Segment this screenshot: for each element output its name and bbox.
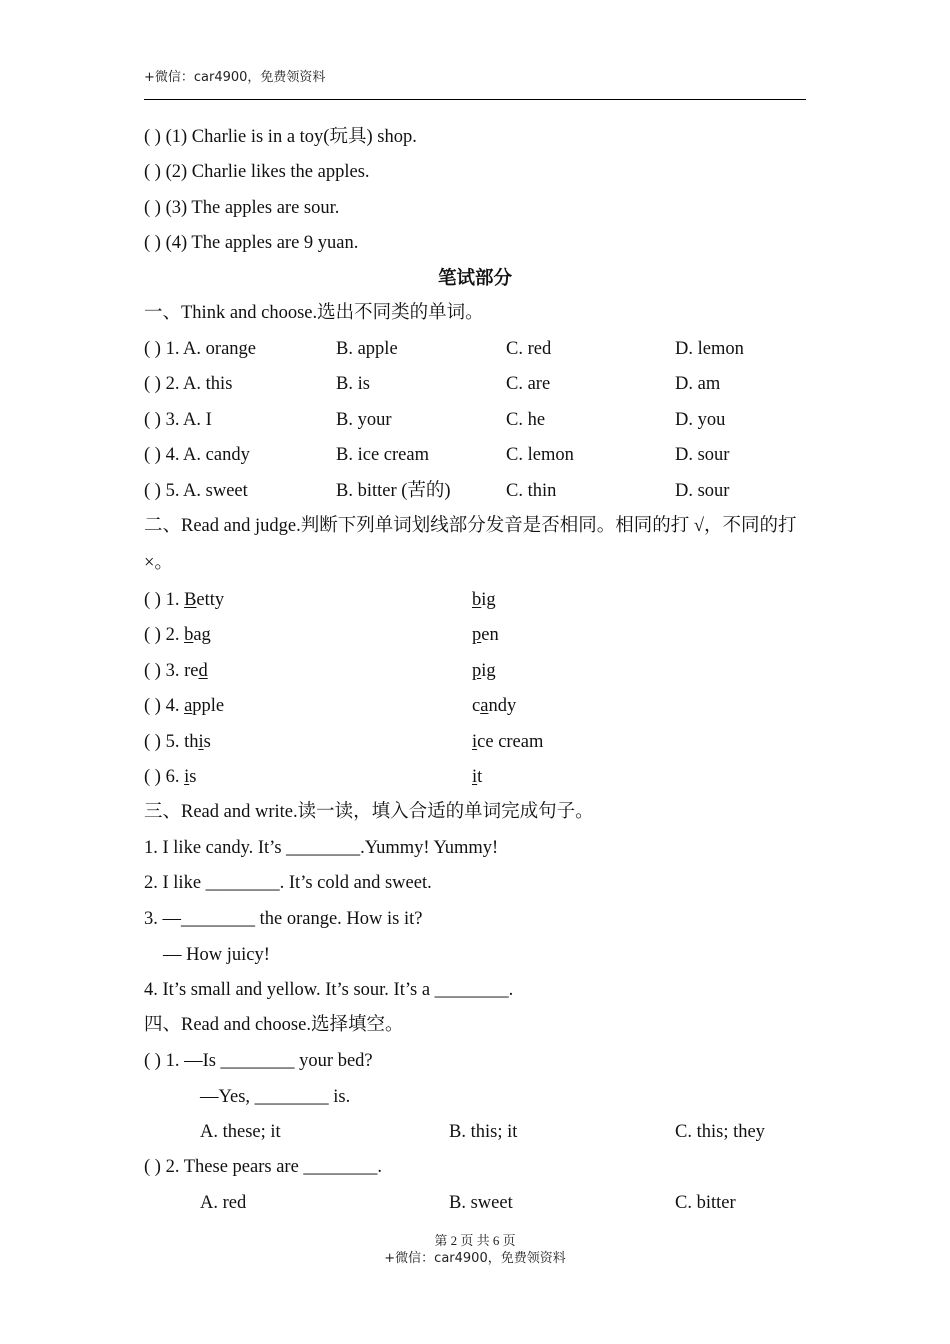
question-stem: —Yes, ________ is. <box>200 1087 351 1107</box>
option-a: A. these; it <box>200 1122 281 1142</box>
listening-item: ( ) (3) The apples are sour. <box>144 198 340 218</box>
option-d: D. sour <box>675 481 730 501</box>
header-divider <box>144 99 806 100</box>
item-number: ( ) 4. <box>144 696 185 716</box>
written-section-title: 笔试部分 <box>437 269 512 289</box>
option-d: D. am <box>675 374 721 394</box>
option-b: B. apple <box>336 339 398 359</box>
option-d: D. sour <box>675 445 730 465</box>
underlined-letters: b <box>472 590 482 610</box>
listening-item: ( ) (4) The apples are 9 yuan. <box>144 233 359 253</box>
listening-item: ( ) (2) Charlie likes the apples. <box>144 162 370 182</box>
option-c: C. are <box>506 374 551 394</box>
option-b: B. this; it <box>449 1122 518 1142</box>
word-part: c <box>472 696 481 716</box>
word-part: re <box>184 661 199 681</box>
sec3-line: 4. It’s small and yellow. It’s sour. It’s a ________. <box>144 980 514 1000</box>
item-number: ( ) 5. <box>144 732 185 752</box>
option-c: C. thin <box>506 481 557 501</box>
word-part: ce cream <box>477 732 544 752</box>
option-a: ( ) 4. A. candy <box>144 445 250 465</box>
question-stem: ( ) 2. These pears are ________. <box>144 1157 383 1177</box>
word-part: etty <box>196 590 225 610</box>
item-number: ( ) 3. <box>144 661 185 681</box>
page-number: 第 2 页 共 6 页 <box>434 1233 516 1248</box>
word-part: ndy <box>488 696 517 716</box>
sec3-line: 2. I like ________. It’s cold and sweet. <box>144 873 432 893</box>
section4-title: 四、Read and choose.选择填空。 <box>144 1015 404 1035</box>
underlined-letters: B <box>184 590 197 610</box>
option-c: C. this; they <box>675 1122 765 1142</box>
question-stem: ( ) 1. —Is ________ your bed? <box>144 1051 373 1071</box>
word-part: s <box>203 732 211 752</box>
section2-title-cont: ×。 <box>144 553 173 573</box>
word-part: th <box>184 732 199 752</box>
item-number: ( ) 6. <box>144 767 185 787</box>
word-part: en <box>481 625 499 645</box>
sec3-line: 1. I like candy. It’s ________.Yummy! Yummy! <box>144 838 499 858</box>
underlined-letters: p <box>472 661 482 681</box>
underlined-letters: i <box>184 767 190 787</box>
footer-watermark: +微信：car4900，免费领资料 <box>384 1251 566 1266</box>
word-part: pple <box>192 696 225 716</box>
option-a: ( ) 1. A. orange <box>144 339 256 359</box>
item-number: ( ) 2. <box>144 625 185 645</box>
underlined-letters: i <box>472 767 478 787</box>
header-watermark: +微信：car4900，免费领资料 <box>144 70 326 85</box>
sec3-line: 3. —________ the orange. How is it? <box>144 909 423 929</box>
option-d: D. you <box>675 410 726 430</box>
underlined-letters: b <box>184 625 194 645</box>
section1-title: 一、Think and choose.选出不同类的单词。 <box>144 303 484 323</box>
underlined-letters: a <box>480 696 489 716</box>
listening-item: ( ) (1) Charlie is in a toy(玩具) shop. <box>144 127 417 147</box>
word-part: s <box>189 767 197 787</box>
option-b: B. ice cream <box>336 445 429 465</box>
word-part: ig <box>481 661 496 681</box>
item-number: ( ) 1. <box>144 590 185 610</box>
underlined-letters: p <box>472 625 482 645</box>
word-part: t <box>477 767 483 787</box>
underlined-letters: a <box>184 696 193 716</box>
option-d: D. lemon <box>675 339 744 359</box>
option-a: A. red <box>200 1193 247 1213</box>
word-part: ag <box>193 625 211 645</box>
option-b: B. your <box>336 410 392 430</box>
section2-title: 二、Read and judge.判断下列单词划线部分发音是否相同。相同的打 √，不同的打 <box>144 516 797 536</box>
option-c: C. lemon <box>506 445 574 465</box>
sec3-line: — How juicy! <box>163 945 270 965</box>
underlined-letters: i <box>472 732 478 752</box>
underlined-letters: i <box>198 732 204 752</box>
option-b: B. sweet <box>449 1193 513 1213</box>
option-a: ( ) 5. A. sweet <box>144 481 248 501</box>
word-part: ig <box>481 590 496 610</box>
option-b: B. is <box>336 374 370 394</box>
option-b: B. bitter (苦的) <box>336 481 451 501</box>
option-c: C. bitter <box>675 1193 736 1213</box>
section3-title: 三、Read and write.读一读，填入合适的单词完成句子。 <box>144 802 594 822</box>
underlined-letters: d <box>198 661 208 681</box>
option-a: ( ) 3. A. I <box>144 410 212 430</box>
option-a: ( ) 2. A. this <box>144 374 233 394</box>
option-c: C. red <box>506 339 552 359</box>
option-c: C. he <box>506 410 546 430</box>
